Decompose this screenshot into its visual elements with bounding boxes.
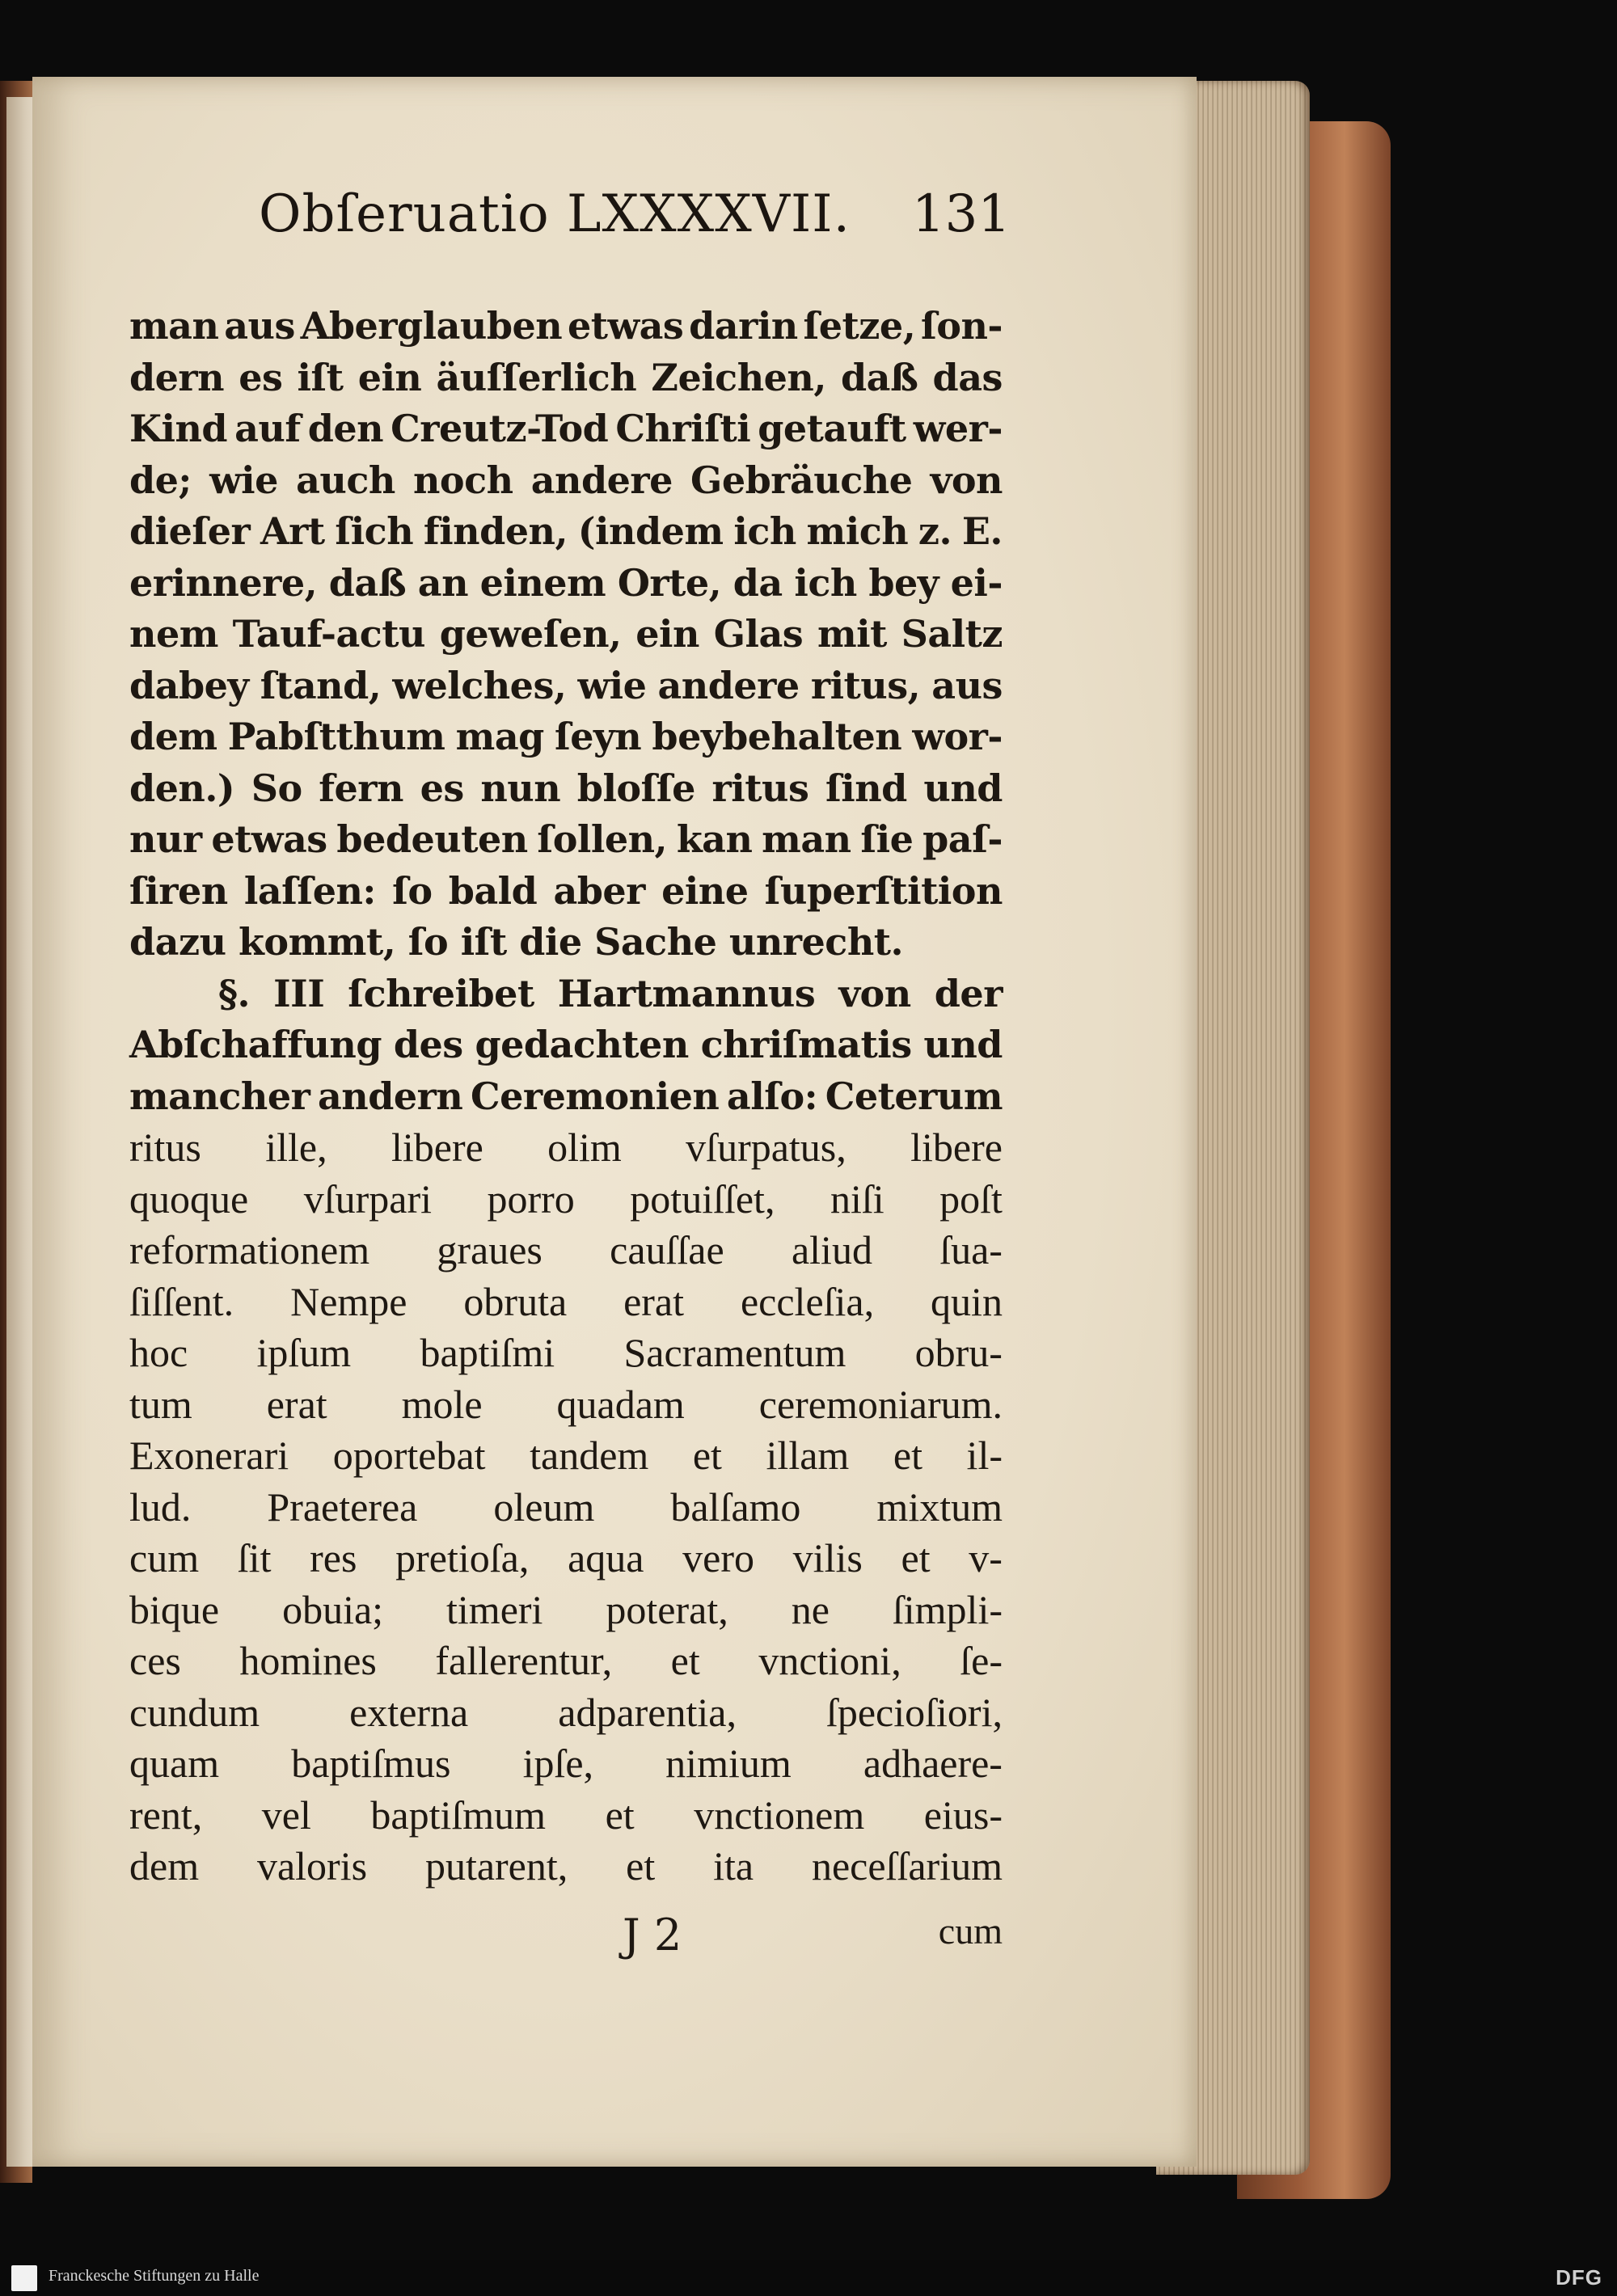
text-line: rent, vel baptiſmum et vnctionem eius- — [129, 1792, 1003, 1838]
text-line: reformationem graues cauſſae aliud ſua- — [129, 1227, 1003, 1273]
text-line: dazu kommt, ſo iſt die Sache unrecht. — [129, 920, 904, 964]
page-footer — [129, 1910, 1003, 1966]
text-line: ces homines fallerentur, et vnctioni, ſe- — [129, 1638, 1003, 1683]
text-line: quoque vſurpari porro potuiſſet, niſi poſt — [129, 1175, 1003, 1222]
text-line: §. III ſchreibet Hartmannus von der — [218, 971, 1003, 1015]
text-line: quam baptiſmus ipſe, nimium adhaere- — [129, 1741, 1003, 1786]
text-line: hoc ipſum baptiſmi Sacramentum obru- — [129, 1330, 1003, 1375]
text-line: man aus Aberglauben etwas darin ſetze, ſon- — [129, 304, 1003, 348]
header-title: Obſeruatio LXXXXVII. — [259, 184, 851, 244]
text-line: ſiren laſſen: ſo bald aber eine ſuperſtition — [129, 868, 1003, 913]
text-line: Exonerari oportebat tandem et illam et il- — [129, 1433, 1003, 1478]
text-line: ſiſſent. Nempe obruta erat eccleſia, quin — [129, 1278, 1003, 1324]
text-line: cundum externa adparentia, ſpecioſiori, — [129, 1689, 1003, 1735]
catchword: cum — [938, 1910, 1003, 1952]
page-body-text — [129, 301, 1003, 1893]
text-line: dern es iſt ein äuſſerlich Zeichen, daß das — [129, 355, 1003, 399]
text-line: cum ſit res pretioſa, aqua vero vilis et v- — [129, 1535, 1003, 1581]
text-line: tum erat mole quadam ceremoniarum. — [129, 1381, 1003, 1427]
institution-name: Franckesche Stiftungen zu Halle — [49, 2267, 260, 2285]
text-line: dem valoris putarent, et ita neceſſarium — [129, 1843, 1003, 1889]
page-number: 131 — [911, 184, 1011, 244]
text-line: lud. Praeterea oleum balſamo mixtum — [129, 1484, 1003, 1530]
text-line: ritus ille, libere olim vſurpatus, libere — [129, 1125, 1003, 1170]
text-line: dem Pabſtthum mag ſeyn beybehalten wor- — [129, 715, 1003, 758]
text-line: nur etwas bedeuten ſollen, kan man ſie paſ- — [129, 817, 1003, 861]
institution-logo-icon — [11, 2265, 37, 2291]
text-line: erinnere, daß an einem Orte, da ich bey ei- — [129, 560, 1003, 605]
text-line: bique obuia; timeri poterat, ne ſimpli- — [129, 1586, 1003, 1632]
signature-mark: J 2 — [623, 1910, 682, 1960]
running-header — [259, 184, 1011, 257]
text-line: de; wie auch noch andere Gebräuche von — [129, 458, 1003, 502]
text-line: den.) So fern es nun bloſſe ritus ſind und — [129, 766, 1003, 810]
text-line: mancher andern Ceremonien alſo: Ceterum — [129, 1074, 1003, 1118]
viewer-footer-bar — [0, 2260, 1617, 2296]
text-line: nem Tauf-actu geweſen, ein Glas mit Saltz — [129, 612, 1003, 656]
text-line: Abſchaffung des gedachten chriſmatis und — [129, 1023, 1003, 1066]
dfg-logo: DFG — [1556, 2265, 1602, 2290]
text-line: dieſer Art ſich finden, (indem ich mich z. E. — [129, 509, 1003, 553]
text-line: Kind auf den Creutz-Tod Chriſti getauft wer- — [129, 407, 1003, 450]
text-line: dabey ſtand, welches, wie andere ritus, aus — [129, 663, 1003, 707]
